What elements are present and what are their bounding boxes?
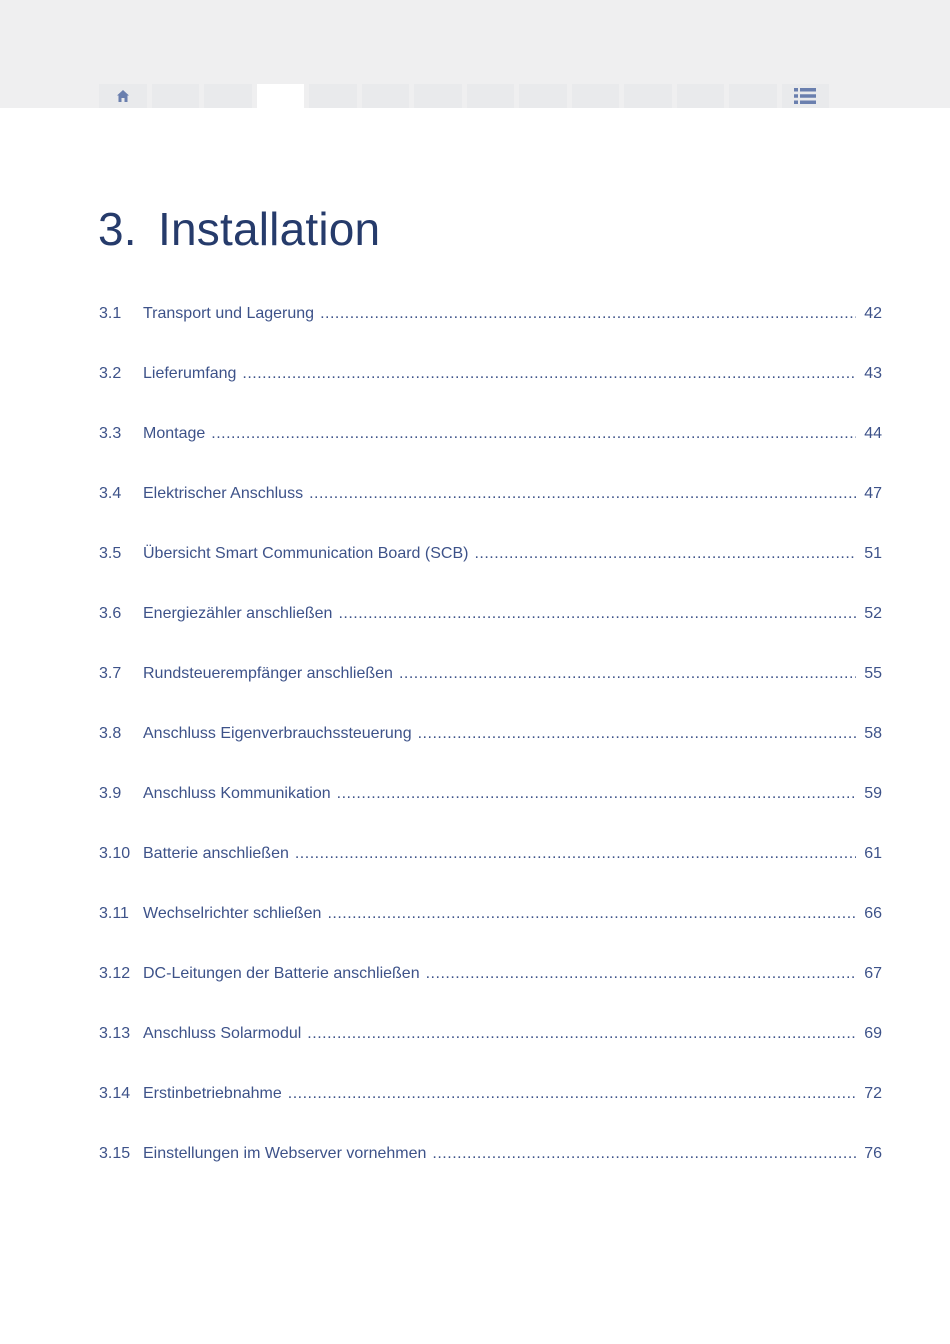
toc-entry-line [99, 963, 882, 985]
toc-entry-page: 43 [864, 365, 882, 382]
toc-entry-page: 67 [864, 965, 882, 982]
toc-dot-leader [307, 1023, 856, 1045]
toc-entry[interactable] [99, 1023, 882, 1083]
toc-entry-page: 51 [864, 545, 882, 562]
toc-entry-line [99, 723, 882, 745]
home-tab[interactable] [99, 84, 147, 108]
chapter-tab-12[interactable] [729, 84, 777, 108]
toc-entry[interactable] [99, 483, 882, 543]
toc-entry-page: 52 [864, 605, 882, 622]
toc-entry-line [99, 303, 882, 325]
toc-entry-title: Batterie anschließen [143, 845, 289, 862]
toc-entry-number: 3.14 [99, 1085, 131, 1102]
toc-entry-line [99, 1083, 882, 1105]
toc-entry-line [99, 363, 882, 385]
toc-entry-number: 3.10 [99, 845, 131, 862]
toc-entry[interactable] [99, 903, 882, 963]
toc-entry-line [99, 1023, 882, 1045]
toc-entry-title: Montage [143, 425, 206, 442]
toc-entry-number: 3.12 [99, 965, 131, 982]
toc-entry-page: 44 [864, 425, 882, 442]
toc-entry-title: Anschluss Solarmodul [143, 1025, 302, 1042]
toc-dot-leader [295, 843, 856, 865]
toc-entry-line [99, 1143, 882, 1165]
toc-entry-page: 61 [864, 845, 882, 862]
chapter-tab-4[interactable] [309, 84, 357, 108]
chapter-tab-6[interactable] [414, 84, 462, 108]
toc-dot-leader [338, 603, 856, 625]
toc-entry-line [99, 903, 882, 925]
toc-entry-page: 58 [864, 725, 882, 742]
toc-entry-number: 3.9 [99, 785, 122, 802]
toc-entry[interactable] [99, 1143, 882, 1203]
toc-entry-title: Elektrischer Anschluss [143, 485, 304, 502]
toc-entry-number: 3.3 [99, 425, 122, 442]
home-icon [116, 89, 130, 103]
chapter-tab-5[interactable] [362, 84, 410, 108]
toc-dot-leader [474, 543, 856, 565]
chapter-tab-9[interactable] [572, 84, 620, 108]
toc-entry-page: 47 [864, 485, 882, 502]
chapter-tab-11[interactable] [677, 84, 725, 108]
toc-dot-leader [211, 423, 856, 445]
toc-entry[interactable] [99, 363, 882, 423]
toc-entry-number: 3.8 [99, 725, 122, 742]
toc-entry-line [99, 423, 882, 445]
toc-entry-page: 69 [864, 1025, 882, 1042]
chapter-tab-1[interactable] [152, 84, 200, 108]
toc-entry-title: Transport und Lagerung [143, 305, 315, 322]
toc-entry-number: 3.13 [99, 1025, 131, 1042]
toc-dot-leader [327, 903, 856, 925]
chapter-tab-2[interactable] [204, 84, 252, 108]
toc-entry-title: Anschluss Kommunikation [143, 785, 331, 802]
toc-entry-page: 66 [864, 905, 882, 922]
toc-entry-number: 3.11 [99, 905, 129, 922]
toc-entry-number: 3.4 [99, 485, 122, 502]
toc-tab[interactable] [782, 84, 830, 108]
toc-entry[interactable] [99, 783, 882, 843]
toc-entry-number: 3.7 [99, 665, 122, 682]
chapter-tab-8[interactable] [519, 84, 567, 108]
table-of-contents [99, 303, 882, 1203]
toc-entry-page: 76 [864, 1145, 882, 1162]
chapter-number: 3. [98, 203, 137, 255]
toc-entry[interactable] [99, 723, 882, 783]
toc-entry-title: DC-Leitungen der Batterie anschließen [143, 965, 420, 982]
toc-dot-leader [432, 1143, 856, 1165]
toc-entry[interactable] [99, 543, 882, 603]
chapter-tab-7[interactable] [467, 84, 515, 108]
list-icon [794, 87, 816, 105]
toc-entry-title: Lieferumfang [143, 365, 237, 382]
toc-entry-title: Energiezähler anschließen [143, 605, 333, 622]
toc-entry-title: Wechselrichter schließen [143, 905, 322, 922]
toc-entry-page: 72 [864, 1085, 882, 1102]
toc-dot-leader [426, 963, 856, 985]
toc-entry-number: 3.6 [99, 605, 122, 622]
toc-entry[interactable] [99, 303, 882, 363]
toc-dot-leader [418, 723, 856, 745]
toc-dot-leader [242, 363, 856, 385]
toc-entry-line [99, 783, 882, 805]
chapter-title-text: Installation [158, 203, 381, 255]
toc-entry[interactable] [99, 843, 882, 903]
toc-entry[interactable] [99, 663, 882, 723]
toc-entry-line [99, 663, 882, 685]
toc-dot-leader [309, 483, 856, 505]
toc-entry-title: Einstellungen im Webserver vornehmen [143, 1145, 427, 1162]
toc-dot-leader [337, 783, 856, 805]
toc-entry-page: 59 [864, 785, 882, 802]
chapter-tab-3-active[interactable] [257, 84, 305, 108]
toc-entry[interactable] [99, 963, 882, 1023]
toc-entry-page: 55 [864, 665, 882, 682]
toc-entry-page: 42 [864, 305, 882, 322]
toc-entry-title: Rundsteuerempfänger anschließen [143, 665, 393, 682]
toc-entry-title: Erstinbetriebnahme [143, 1085, 282, 1102]
toc-entry-number: 3.1 [99, 305, 122, 322]
toc-entry-line [99, 483, 882, 505]
toc-dot-leader [399, 663, 856, 685]
toc-entry-number: 3.2 [99, 365, 122, 382]
toc-entry-line [99, 543, 882, 565]
toc-entry-line [99, 843, 882, 865]
toc-entry-number: 3.5 [99, 545, 122, 562]
chapter-tab-bar [99, 84, 829, 108]
toc-entry-title: Übersicht Smart Communication Board (SCB) [143, 545, 469, 562]
toc-entry-title: Anschluss Eigenverbrauchssteuerung [143, 725, 412, 742]
toc-dot-leader [320, 303, 856, 325]
chapter-tab-10[interactable] [624, 84, 672, 108]
toc-entry[interactable] [99, 1083, 882, 1143]
toc-entry-line [99, 603, 882, 625]
chapter-title [98, 202, 380, 256]
toc-entry-number: 3.15 [99, 1145, 131, 1162]
toc-dot-leader [288, 1083, 856, 1105]
toc-entry[interactable] [99, 603, 882, 663]
toc-entry[interactable] [99, 423, 882, 483]
